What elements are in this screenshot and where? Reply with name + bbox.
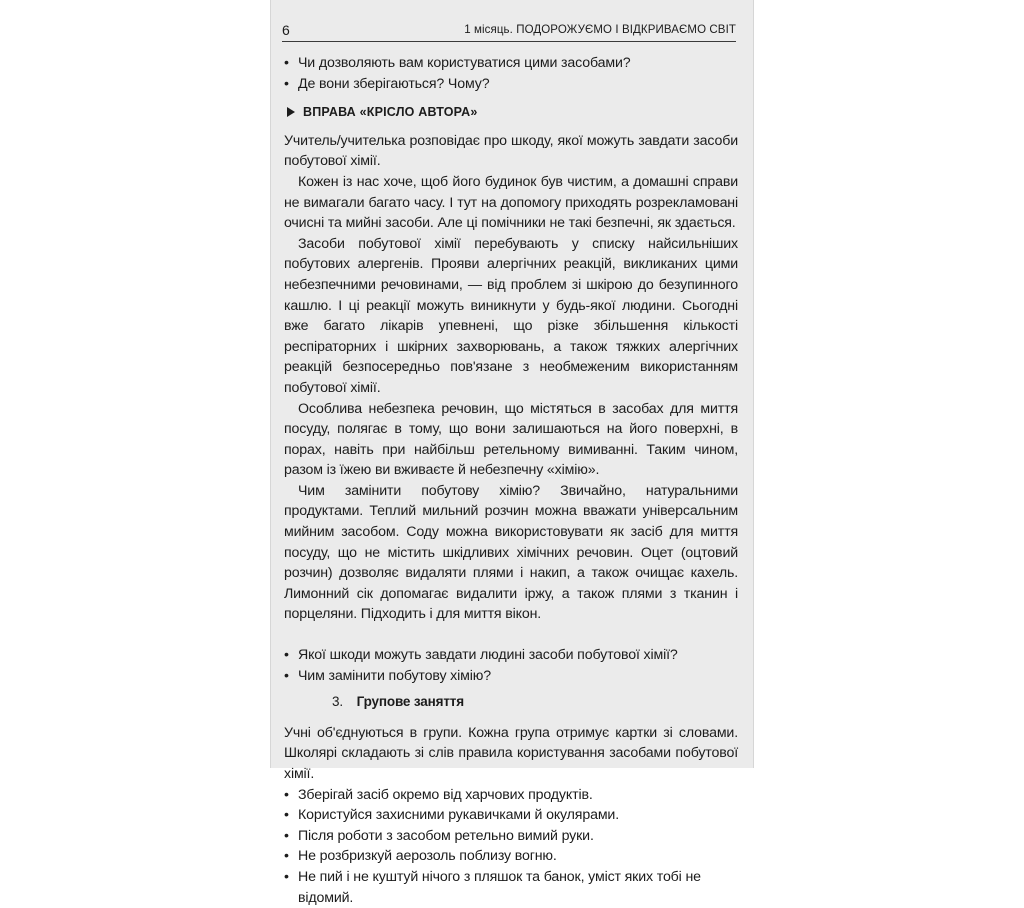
section-number: 3. [332, 694, 343, 710]
question-list-mid [284, 645, 738, 686]
running-title: 1 місяць. ПОДОРОЖУЄМО І ВІДКРИВАЄМО СВІТ [464, 24, 736, 36]
list-item: • Після роботи з засобом ретельно вимий руки. [284, 826, 738, 847]
paragraph: Учитель/учителька розповідає про шкоду, якої можуть завдати засоби побутової хімії. [284, 132, 738, 170]
paragraph: Чим замінити побутову хімію? Звичайно, натуральними продуктами. Теплий мильний розчин можна вважати універсальним мийним засобом. Соду можна використовувати як засіб для миття посуду, що не містить шкідливих хімічних речовин. Оцет (оцтовий розчин) дозволяє видаляти плями і накип, а також очищає кахель. Лимонний сік допомагає видалити іржу, а також плями з тканин і порцеляни. Підходить і для миття вікон. [284, 482, 738, 623]
list-item: • Не пий і не куштуй нічого з пляшок та банок, уміст яких тобі не відомий. [284, 867, 738, 908]
list-item: • Чи дозволяють вам користуватися цими засобами? [284, 53, 738, 74]
page-number: 6 [282, 22, 290, 38]
rules-list [284, 785, 738, 908]
list-item: • Чим замінити побутову хімію? [284, 666, 738, 687]
exercise-heading [284, 102, 738, 123]
paragraph: Особлива небезпека речовин, що містяться в засобах для миття посуду, полягає в тому, що вони залишаються на його поверхні, в порах, навіть при найбільш ретельному вимиванні. Таким чином, разом із їжею ви вживаєте й небезпечну «хімію». [284, 400, 738, 479]
list-item: • Зберігай засіб окремо від харчових продуктів. [284, 785, 738, 806]
section-title: Групове заняття [356, 694, 464, 710]
triangle-bullet-icon [287, 107, 295, 117]
paragraph: Кожен із нас хоче, щоб його будинок був чистим, а домашні справи не вимагали багато часу. І тут на допомогу приходять розрекламовані очисні та мийні засоби. Але ці помічники не такі безпечні, як здається. [284, 173, 738, 232]
exercise-title: ВПРАВА «КРІСЛО АВТОРА» [303, 105, 478, 120]
list-item: • Користуйся захисними рукавичками й окулярами. [284, 805, 738, 826]
question-list-top [284, 53, 738, 94]
page-content [284, 53, 738, 908]
list-item: • Не розбризкуй аерозоль поблизу вогню. [284, 846, 738, 867]
paragraph: Учні об'єднуються в групи. Кожна група отримує картки зі словами. Школярі складають зі слів правила користування засобами побутової хімії. [284, 724, 738, 782]
page-header [282, 20, 736, 42]
paragraph: Засоби побутової хімії перебувають у списку найсильніших побутових алергенів. Прояви алергічних реакцій, викликаних цими небезпечними речовинами, — від проблем зі шкірою до безупинного кашлю. І ці реакції можуть виникнути у будь-якої людини. Сьогодні вже багато лікарів упевнені, що різке збільшення кількості респіраторних і шкірних захворювань, а також тяжких алергічних реакцій безпосередньо пов'язане з необмеженим використанням побутової хімії. [284, 235, 738, 396]
list-item: • Де вони зберігаються? Чому? [284, 74, 738, 95]
list-item: • Якої шкоди можуть завдати людині засоби побутової хімії? [284, 645, 738, 666]
section-heading [332, 692, 738, 713]
